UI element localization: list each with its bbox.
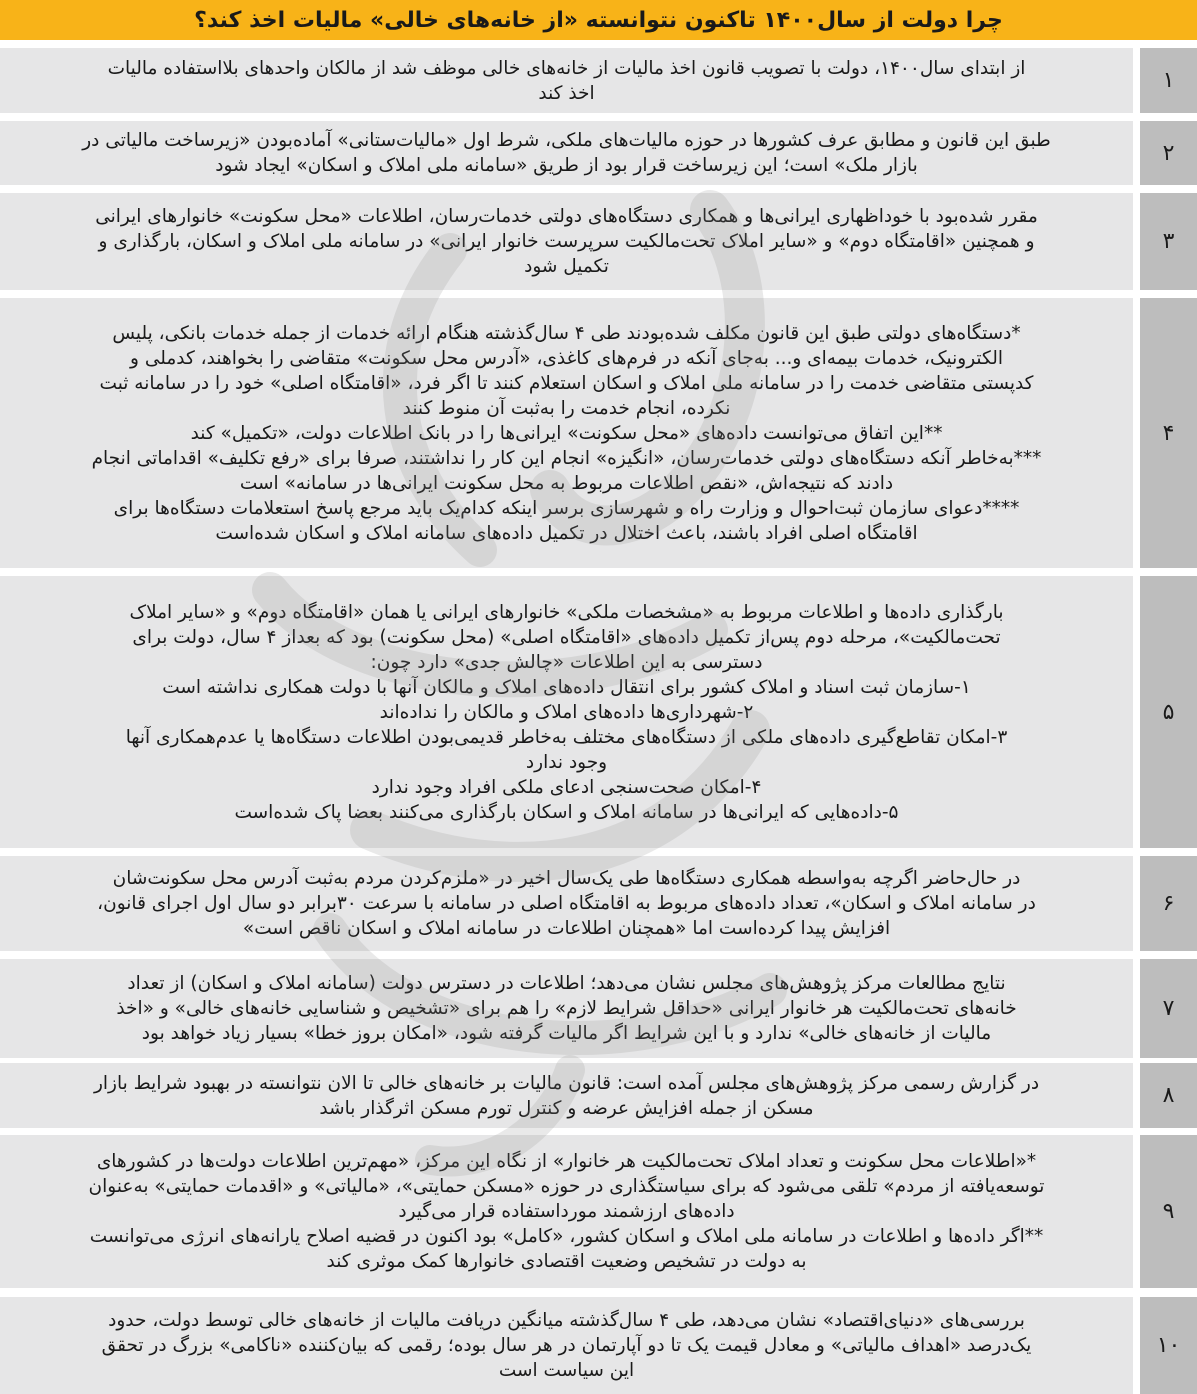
table-row [0,48,1197,113]
row-number: ۱۰ [1140,1297,1197,1394]
text-line: یک‌درصد «اهداف مالیاتی» و معادل قیمت یک تا دو آپارتمان در هر سال بوده؛ رقمی که بیان‌کننده «ناکامی» بزرگ در تحقق [101,1335,1032,1356]
text-line: بازار ملک» است؛ این زیرساخت قرار بود از طریق «سامانه ملی املاک و اسکان» ایجاد شود [215,155,918,176]
text-line: ****دعوای سازمان ثبت‌احوال و وزارت راه و شهرسازی برسر اینکه کدام‌یک باید مرجع پاسخ استعلامات دستگاه‌ها برای [113,497,1020,519]
table-row [0,1135,1197,1288]
row-text [0,1135,1133,1288]
row-text [0,193,1133,290]
text-line: طبق این قانون و مطابق عرف کشورها در حوزه مالیات‌های ملکی، شرط اول «مالیات‌ستانی» آماده‌بودن «زیرساخت مالیاتی در [82,130,1051,151]
text-line: خانه‌های تحت‌مالکیت هر خانوار ایرانی «حداقل شرایط لازم» را هم برای «تشخیص و شناسایی خانه‌های خالی» و «اخذ [116,998,1017,1019]
row-number: ۹ [1140,1135,1197,1288]
table-row [0,121,1197,185]
text-line: افزایش پیدا کرده‌است اما «همچنان اطلاعات در سامانه املاک و اسکان ناقص است» [242,918,891,939]
row-text [0,856,1133,951]
text-line: به دولت در تشخیص وضعیت اقتصادی خانوارها کمک موثری کند [326,1251,807,1272]
text-line: ۴-امکان صحت‌سنجی ادعای ملکی افراد وجود ندارد [371,776,762,798]
row-text [0,121,1133,185]
text-line: تحت‌مالکیت»، مرحله دوم پس‌از تکمیل داده‌های «اقامتگاه اصلی» (محل سکونت) بود که بعداز ۴ سال، دولت برای [132,626,1001,648]
text-line: بررسی‌های «دنیای‌اقتصاد» نشان می‌دهد، طی ۴ سال‌گذشته میانگین دریافت مالیات از خانه‌های خالی توسط دولت، حدود [108,1310,1025,1331]
text-line: وجود ندارد [525,751,608,773]
text-line: نکرده، انجام خدمت را به‌ثبت آن منوط کنند [402,397,731,419]
text-line: مقرر شده‌بود با خوداظهاری ایرانی‌ها و همکاری دستگاه‌های دولتی خدمات‌رسان، اطلاعات «محل سکونت» خانوارهای ایرانی [95,206,1038,227]
row-number: ۷ [1140,959,1197,1058]
text-line: از ابتدای سال۱۴۰۰، دولت با تصویب قانون اخذ مالیات از خانه‌های خالی موظف شد از مالکان واحدهای بلااستفاده مالیات [107,57,1026,79]
table-row [0,298,1197,568]
row-number: ۱ [1140,48,1197,113]
text-line: مسکن از جمله افزایش عرضه و کنترل تورم مسکن اثرگذار باشد [319,1097,814,1119]
text-line: ۳-امکان تقاطع‌گیری داده‌های ملکی از دستگاه‌های مختلف به‌خاطر قدیمی‌بودن اطلاعات دستگاه‌ها یا عدم‌همکاری آنها [125,726,1008,748]
text-line: تکمیل شود [524,256,609,277]
row-text [0,1063,1133,1128]
text-line: **این اتفاق می‌توانست داده‌های «محل سکونت» ایرانی‌ها را در بانک اطلاعات دولت، «تکمیل» کند [190,422,943,444]
text-line: *«اطلاعات محل سکونت و تعداد املاک تحت‌مالکیت هر خانوار» از نگاه این مرکز، «مهم‌ترین اطلاعات دولت‌ها در کشورهای [96,1151,1037,1172]
text-line: کدپستی متقاضی خدمت را در سامانه ملی املاک و اسکان استعلام کنند تا اگر فرد، «اقامتگاه اصلی» خود را در سامانه ثبت [99,372,1034,394]
page-title: چرا دولت از سال۱۴۰۰ تاکنون نتوانسته «از خانه‌های خالی» مالیات اخذ کند؟ [194,7,1003,33]
row-number: ۶ [1140,856,1197,951]
row-number: ۸ [1140,1063,1197,1128]
text-line: الکترونیک، خدمات بیمه‌ای و... به‌جای آنکه در فرم‌های کاغذی، «آدرس محل سکونت» متقاضی را بخواهند، کدملی و [130,347,1003,369]
row-number: ۵ [1140,576,1197,848]
text-line: دادند که نتیجه‌اش، «نقص اطلاعات مربوط به محل سکونت ایرانی‌ها در سامانه» است [239,472,894,494]
text-line: اقامتگاه اصلی افراد باشند، باعث اختلال در تکمیل داده‌های سامانه املاک و اسکان شده‌است [215,522,918,544]
row-number: ۳ [1140,193,1197,290]
row-text [0,576,1133,848]
text-line: دسترسی به این اطلاعات «چالش جدی» دارد چون: [370,651,763,673]
row-number: ۴ [1140,298,1197,568]
text-line: داده‌های ارزشمند مورداستفاده قرار می‌گیرد [398,1201,735,1222]
text-line: **اگر داده‌ها و اطلاعات در سامانه ملی املاک و اسکان کشور، «کامل» بود اکنون در قضیه اصلاح یارانه‌های انرژی می‌توانست [89,1226,1044,1247]
table-row [0,856,1197,951]
text-line: ۲-شهرداری‌ها داده‌های املاک و مالکان را نداده‌اند [379,701,754,723]
text-line: اخذ کند [538,82,595,104]
text-line: ۵-داده‌هایی که ایرانی‌ها در سامانه املاک و اسکان بارگذاری می‌کنند بعضا پاک شده‌است [234,801,899,823]
table-row [0,959,1197,1058]
row-text [0,298,1133,568]
table-row [0,576,1197,848]
text-line: در گزارش رسمی مرکز پژوهش‌های مجلس آمده است: قانون مالیات بر خانه‌های خالی تا الان نتوانسته در بهبود شرایط بازار [93,1072,1040,1094]
text-line: ***به‌خاطر آنکه دستگاه‌های دولتی خدمات‌رسان، «انگیزه» انجام این کار را نداشتند، صرفا برای «رفع تکلیف» اقداماتی انجام [91,447,1042,469]
text-line: مالیات از خانه‌های خالی» ندارد و با این شرایط اگر مالیات گرفته شود، «امکان بروز خطا» بسیار زیاد خواهد بود [141,1023,992,1044]
text-line: ۱-سازمان ثبت اسناد و املاک کشور برای انتقال داده‌های املاک و مالکان آنها با دولت همکاری نداشته است [162,676,971,698]
table-row [0,1063,1197,1128]
text-line: و همچنین «اقامتگاه دوم» و «سایر املاک تحت‌مالکیت سرپرست خانوار ایرانی» در سامانه ملی املاک و اسکان، بارگذاری و [98,231,1035,252]
text-line: توسعه‌یافته از مردم» تلقی می‌شود که برای سیاستگذاری در حوزه «مسکن حمایتی»، «مالیاتی» و «اقدمات حمایتی» به‌عنوان [88,1176,1045,1197]
text-line: بارگذاری داده‌ها و اطلاعات مربوط به «مشخصات ملکی» خانوارهای ایرانی یا همان «اقامتگاه دوم» و «سایر املاک [129,601,1004,623]
row-text [0,959,1133,1058]
row-text [0,1297,1133,1394]
table-row [0,193,1197,290]
text-line: در سامانه املاک و اسکان»، تعداد داده‌های مربوط به اقامتگاه اصلی در سامانه با سرعت ۳۰برابر دو سال اول اجرای قانون، [97,893,1036,914]
text-line: در حال‌حاضر اگرچه به‌واسطه همکاری دستگاه‌ها طی یک‌سال اخیر در «ملزم‌کردن مردم به‌ثبت آدرس محل سکونت‌شان [112,868,1021,889]
table-row [0,1297,1197,1394]
row-text [0,48,1133,113]
text-line: این سیاست است [498,1360,635,1381]
row-number: ۲ [1140,121,1197,185]
title-bar [0,0,1197,40]
text-line: نتایج مطالعات مرکز پژوهش‌های مجلس نشان می‌دهد؛ اطلاعات در دسترس دولت (سامانه املاک و اسکان) از تعداد [127,973,1006,994]
text-line: *دستگاه‌های دولتی طبق این قانون مکلف شده‌بودند طی ۴ سال‌گذشته هنگام ارائه خدمات از جمله خدمات بانکی، پلیس [112,322,1021,344]
